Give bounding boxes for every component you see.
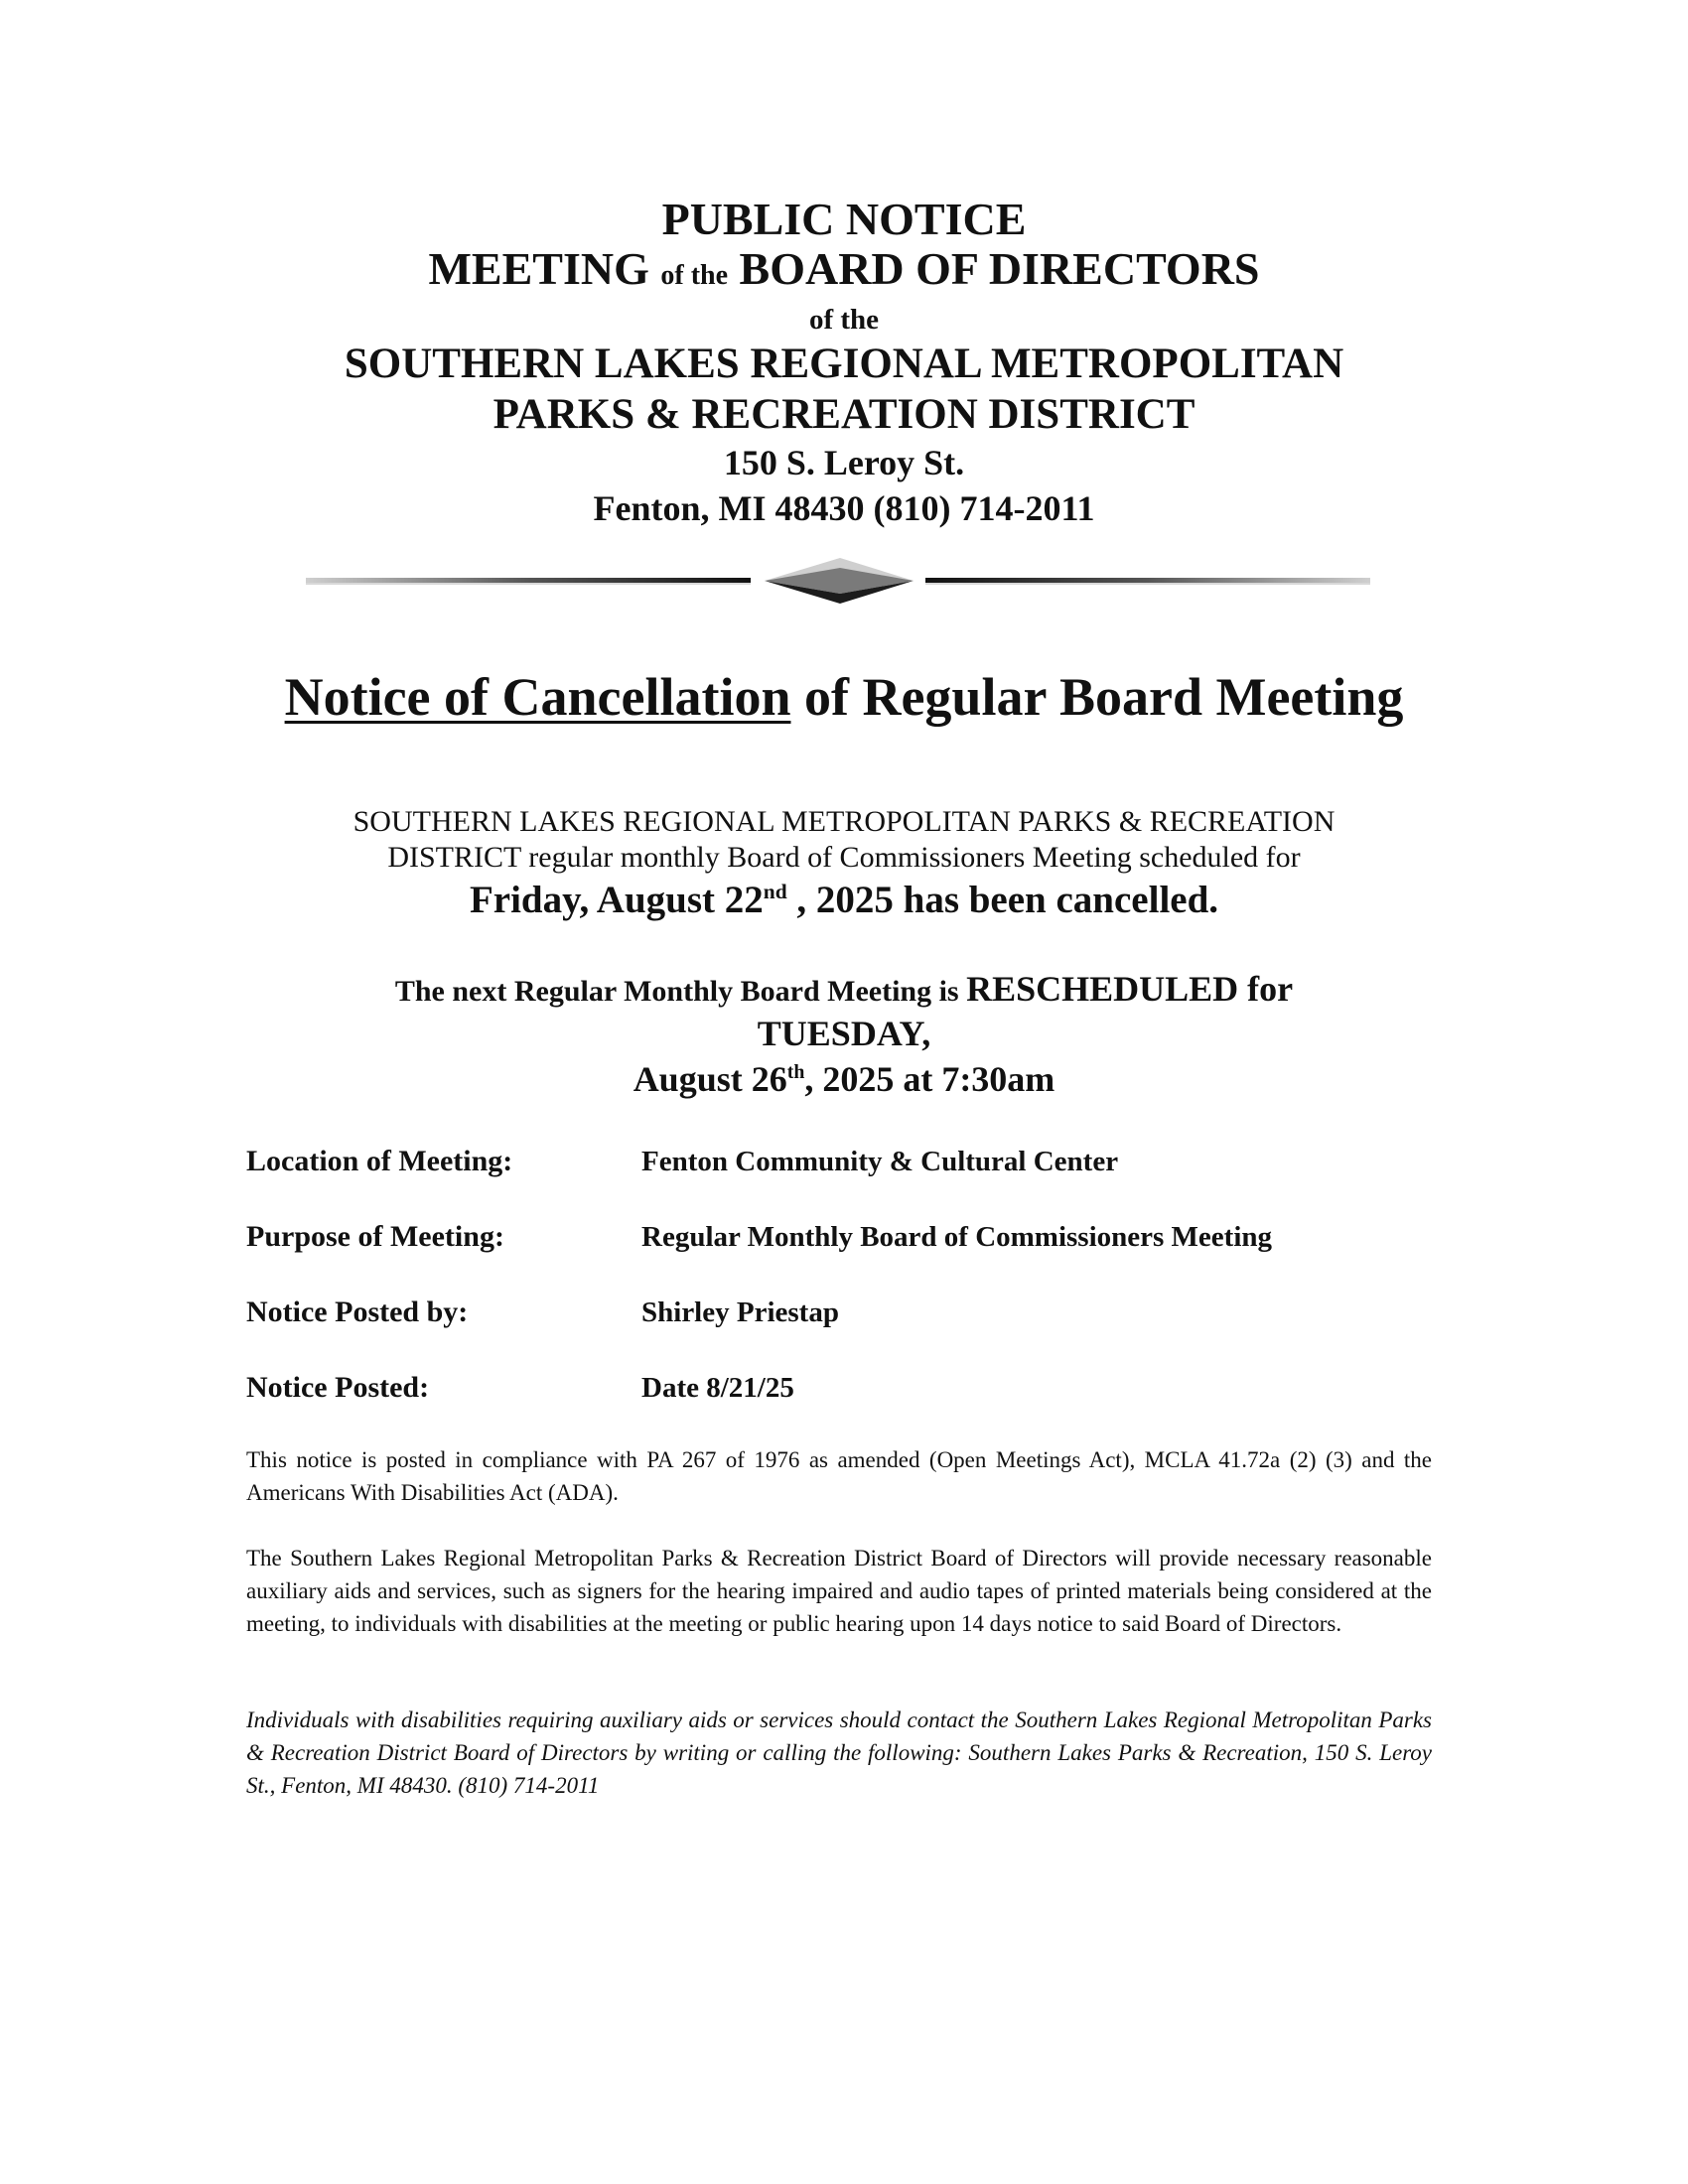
cancelled-date-line	[0, 876, 1688, 925]
detail-value: Regular Monthly Board of Commissioners Meeting	[641, 1221, 1272, 1253]
detail-row-posted-date	[246, 1370, 1487, 1445]
reschedule-statement	[0, 969, 1688, 1103]
diamond-divider-icon	[298, 556, 1390, 606]
city-phone: Fenton, MI 48430 (810) 714-2011	[593, 488, 1095, 528]
of-the-line: of the	[808, 304, 880, 336]
detail-label: Notice Posted:	[246, 1371, 430, 1404]
cancellation-statement	[0, 804, 1688, 925]
reschedule-day: TUESDAY,	[757, 1014, 931, 1053]
detail-label: Purpose of Meeting:	[246, 1220, 504, 1253]
detail-value: Fenton Community & Cultural Center	[641, 1146, 1119, 1177]
cancelled-date-main: Friday, August 22	[469, 879, 764, 921]
accommodation-paragraph: The Southern Lakes Regional Metropolitan Parks & Recreation District Board of Directors will provide necessary reasonable auxiliary aids and services, such as signers for the hearing impaired and audio tapes of printed materials being considered at the meeting, to individuals with disabilities at the meeting or public hearing upon 14 days notice to said Board of Directors.	[246, 1546, 1432, 1636]
district-name-line1: SOUTHERN LAKES REGIONAL METROPOLITAN	[344, 341, 1344, 387]
detail-row-location	[246, 1144, 1487, 1219]
detail-value: Shirley Priestap	[641, 1297, 839, 1328]
reschedule-line-1-a: The next Regular Monthly Board Meeting is	[394, 975, 967, 1008]
rescheduled-for-text: RESCHEDULED for	[966, 969, 1294, 1009]
reschedule-line-1	[0, 969, 1688, 1012]
district-name-line2: PARKS & RECREATION DISTRICT	[492, 391, 1196, 438]
detail-label: Notice Posted by:	[246, 1296, 469, 1328]
intro-line-1: SOUTHERN LAKES REGIONAL METROPOLITAN PARKS & RECREATION	[352, 805, 1336, 838]
cancellation-title-underlined: Notice of Cancellation	[284, 667, 791, 727]
meeting-details	[246, 1144, 1487, 1445]
detail-row-posted-by	[246, 1295, 1487, 1370]
reschedule-date-time	[0, 1055, 1688, 1103]
cancellation-title	[0, 665, 1688, 729]
public-notice-heading: PUBLIC NOTICE	[661, 194, 1027, 244]
board-of-directors-text: BOARD OF DIRECTORS	[739, 243, 1260, 294]
detail-value: Date 8/21/25	[641, 1372, 794, 1404]
detail-row-purpose	[246, 1219, 1487, 1295]
meeting-word: MEETING	[428, 243, 649, 294]
cancelled-date-rest: , 2025 has been cancelled.	[786, 879, 1219, 921]
compliance-paragraph: This notice is posted in compliance with PA 267 of 1976 as amended (Open Meetings Act), MCLA 41.72a (2) (3) and the Americans With Disabilities Act (ADA).	[246, 1447, 1432, 1505]
street-address: 150 S. Leroy St.	[723, 443, 965, 482]
cancellation-title-rest: of Regular Board Meeting	[790, 667, 1404, 727]
cancelled-date-suffix: nd	[763, 880, 787, 903]
of-the-small: of the	[660, 260, 729, 291]
notice-header	[0, 195, 1688, 531]
detail-label: Location of Meeting:	[246, 1145, 513, 1177]
reschedule-date-main: August 26	[633, 1059, 787, 1099]
reschedule-date-suffix: th	[786, 1061, 805, 1083]
intro-line-2: DISTRICT regular monthly Board of Commissioners Meeting scheduled for	[387, 841, 1301, 874]
reschedule-date-rest: , 2025 at 7:30am	[804, 1059, 1055, 1099]
meeting-heading	[0, 244, 1688, 301]
contact-paragraph: Individuals with disabilities requiring auxiliary aids or services should contact the Southern Lakes Regional Metropolitan Parks & Recreation District Board of Directors by writing or calling the following: Southern Lakes Parks & Recreation, 150 S. Leroy St., Fenton, MI 48430. (810) 714-2011	[246, 1707, 1432, 1798]
